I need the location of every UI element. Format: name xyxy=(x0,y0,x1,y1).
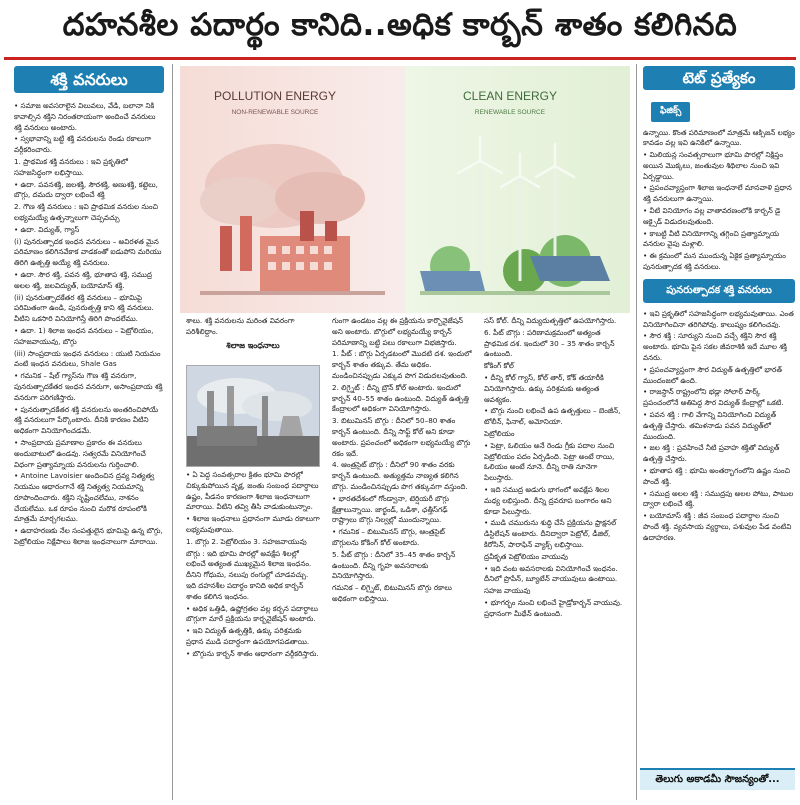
paragraph: కోకింగ్ కోల్ xyxy=(484,361,514,371)
paragraph: 2. లిగ్నైట్ : దీన్ని బ్రౌన్ కోల్ అంటారు. ఇందులో కార్బన్ 40–55 శాతం ఉంటుంది. విద్యుత్ ఉత్పత్తి కేంద్రాలలో అధికంగా వినియోగిస్తారు. xyxy=(332,382,469,414)
paragraph: 6. పీట్ బొగ్గు : పరిణామక్రమంలో అత్యంత ప్రాథమిక దశ. ఇందులో 30 – 35 శాతం కార్బన్ ఉంటుంది. xyxy=(484,327,615,359)
paragraph: 1. ప్రాథమిక శక్తి వనరులు : ఇవి ప్రకృతిలో సహజసిద్ధంగా లభిస్తాయి. xyxy=(14,156,128,177)
fossil-heading: శిలాజ ఇంధనాలు xyxy=(226,340,280,350)
paragraph: • సముద్ర అలల శక్తి : సముద్రపు అలల పోటు, పాటుల ద్వారా లభించే శక్తి. xyxy=(643,488,794,509)
right-section-title: టెట్ ప్రత్యేకం xyxy=(643,66,795,90)
paragraph: • జల శక్తి : ప్రవహించే నీటి ప్రవాహ శక్తితో విద్యుత్ ఉత్పత్తి చేస్తారు. xyxy=(643,443,780,464)
paragraph: • ప్రపంచవ్యాప్తంగా శిలాజ ఇంధనాలే మానవాళి ప్రధాన శక్తి వనరులుగా ఉన్నాయి. xyxy=(643,183,792,204)
paragraph: 4. ఆంత్రసైట్ బొగ్గు : దీనిలో 90 శాతం వరకు కార్బన్ ఉంటుంది. అత్యుత్తమ నాణ్యత కలిగిన బొగ్గు. మండించినప్పుడు పొగ తక్కువగా వస్తుంది. xyxy=(332,460,468,491)
paragraph: • భూతాప శక్తి : భూమి అంతర్భాగంలోని ఉష్ణం నుంచి పొందే శక్తి. xyxy=(643,466,790,486)
paragraph: • ఇది వంట అవసరాలకు వినియోగించే ఇంధనం. దీనిలో ప్రొపేన్, బ్యూటేన్ వాయువులు ఉంటాయి. xyxy=(484,563,618,584)
headline-rule xyxy=(4,57,796,60)
paragraph: • ఇవి ప్రకృతిలో సహజసిద్ధంగా లభ్యమవుతాయి. ఎంత వినియోగించినా తరిగిపోవు. కాలుష్యం కలిగించవు. xyxy=(643,308,794,329)
paragraph: • గమనిక – షేల్ గ్యాస్‌ను గౌణ శక్తి వనరుగా, పునరుత్పాదకేతర ఇంధన వనరుగా, అసాంప్రదాయ శక్తి వనరుగా పరిగణిస్తారు. xyxy=(14,371,163,402)
paragraph: • ఉదా. పవనశక్తి, జలశక్తి, సౌరశక్తి, అణుశక్తి, కట్టెలు, బొగ్గు, దమదు ద్వారా లభించే శక్తి xyxy=(14,179,158,200)
paragraph: • బొగ్గును కార్బన్ శాతం ఆధారంగా వర్గీకరిస్తారు. xyxy=(186,648,319,658)
paragraph: 1. పీట్ : బొగ్గు ఏర్పడటంలో మొదటి దశ. ఇందులో కార్బన్ శాతం తక్కువ. తేమ అధికం. మండించినప్పుడు ఎక్కువ పొగ విడుదలవుతుంది. xyxy=(332,349,472,380)
right-bottom-paras xyxy=(643,309,795,544)
paragraph: • ఏ పెద్ద సంవత్సరాల క్రితం భూమి పొరల్లో చిక్కుకుపోయిన వృక్ష, జంతు సంబంధ పదార్థాలు ఉష్ణం, పీడనం కారణంగా శిలాజ ఇంధనాలుగా మారాయి. వీటిని తవ్వి తీసి వాడుకుంటున్నాం. xyxy=(186,470,319,512)
center-column-1-bottom xyxy=(186,470,320,800)
paragraph: • మిలియన్ల సంవత్సరాలుగా భూమి పొరల్లో నిక్షిప్తం అయిన మొక్కలు, జంతువుల శిథిలాల నుంచి ఇవి ఏర్పడ్డాయి. xyxy=(643,150,784,181)
paragraph: • బయోమాస్ శక్తి : జీవ సంబంధ పదార్థాల నుంచి పొందే శక్తి. వ్యవసాయ వ్యర్థాలు, పశువుల పేడ వంటివి ఉదాహరణ. xyxy=(643,511,792,542)
paragraph: • పునరుత్పాదకేతర శక్తి వనరులను అంతరించిపోయే శక్తి వనరులుగా పేర్కొంటారు. దీనికి కారణం వీటిని అధికంగా వినియోగించడమే. xyxy=(14,404,159,436)
paragraph: • గమనిక – బిటుమినస్ బొగ్గు, ఆంత్రసైట్ బొగ్గులను కోకింగ్ కోల్ అంటారు. xyxy=(332,527,445,547)
center-column-3 xyxy=(484,316,624,800)
paragraph: • స్వభావాన్ని బట్టి శక్తి వనరులను రెండు రకాలుగా వర్గీకరించారు. xyxy=(14,134,152,155)
paragraph: • Antoine Lavoisier అందించిన ద్రవ్య నిత్యత్వ నియమం ఆధారంగానే శక్తి నిత్యత్వ నియమాన్ని రూపొందించారు. శక్తిని సృష్టించలేము, నాశనం చేయలేము. ఒక రూపం నుంచి మరొక రూపంలోకి మాత్రమే మార్చగలము. xyxy=(14,471,155,524)
paragraph: 3. బిటుమినస్ బొగ్గు : దీనిలో 50–80 శాతం కార్బన్ ఉంటుంది. దీన్ని సాఫ్ట్ కోల్ అని కూడా అంటారు. ప్రపంచంలో అధికంగా లభ్యమయ్యే బొగ్గు రకం ఇదే. xyxy=(332,416,471,458)
paragraph: • ఉదాహరణకు నేల సంపత్తులైన భూమిపై ఉన్న బొగ్గు, పెట్రోలియం నిక్షేపాలు శిలాజ ఇంధనాలుగా మారాయి. xyxy=(14,526,163,547)
left-section-title: శక్తి వనరులు xyxy=(14,66,164,93)
paragraph: • ఇది సముద్ర అడుగు భాగంలో అవక్షేప శిలల మధ్య లభిస్తుంది. దీన్ని ద్రవరూప బంగారం అని కూడా పిలుస్తారు. xyxy=(484,484,612,516)
renewable-title: పునరుత్పాదక శక్తి వనరులు xyxy=(643,279,795,303)
divider-right xyxy=(636,64,637,800)
headline: దహనశీల పదార్థం కానిది..అధిక కార్బన్ శాతం కలిగినది xyxy=(62,6,738,43)
center-column-2 xyxy=(332,316,472,800)
left-column xyxy=(14,64,164,800)
paragraph: బొగ్గు : ఇది భూమి పొరల్లో అవక్షేప శిలల్లో లభించే అత్యంత ముఖ్యమైన శిలాజ ఇంధనం. దీనిని గోధుమ, నలుపు రంగుల్లో చూడవచ్చు. ఇది దహనశీల పదార్థం కానిది అధిక కార్బన్ శాతం కలిగిన ఇంధనం. xyxy=(186,548,312,601)
paragraph: శాలు. శక్తి వనరులను మరింత వివరంగా పరిశీలిద్దాం. xyxy=(186,316,295,336)
paragraph: • భారతదేశంలో గోండ్వానా, టెర్షియరీ బొగ్గు క్షేత్రాలున్నాయి. జార్ఖండ్, ఒడిశా, ఛత్తీస్‌గఢ్ రాష్ట్రాలు బొగ్గు నిల్వల్లో ముందున్నాయి. xyxy=(332,493,450,525)
paragraph: • పవన శక్తి : గాలి వేగాన్ని వినియోగించి విద్యుత్ ఉత్పత్తి చేస్తారు. తమిళనాడు పవన విద్యుత్‌లో ముందుంది. xyxy=(643,410,777,441)
center-col1-top xyxy=(186,316,320,338)
paragraph: • ఉదా. విద్యుత్, గ్యాస్ xyxy=(14,224,80,234)
paragraph: • ఉదా. సౌర శక్తి, పవన శక్తి, భూతాప శక్తి, సముద్ర అలల శక్తి, జలవిద్యుత్, బయోమాస్ శక్తి. xyxy=(14,269,152,290)
clean-subtitle: RENEWABLE SOURCE xyxy=(474,109,546,116)
paragraph: • పెట్రా, ఓలియం అనే రెండు గ్రీకు పదాల నుంచి పెట్రోలియం పదం ఏర్పడింది. పెట్రా అంటే రాయి, ఓలియం అంటే నూనె. దీన్ని రాతి నూనెగా పిలుస్తారు. xyxy=(484,440,615,483)
right-column xyxy=(643,64,795,764)
paragraph: గమనిక – లిగ్నైట్, బిటుమినస్ బొగ్గు రకాలు అధికంగా లభిస్తాయి. xyxy=(332,583,452,603)
energy-banner-image xyxy=(180,66,630,313)
paragraph: • బొగ్గు నుంచి లభించే ఉప ఉత్పత్తులు – బెంజీన్, టోలీన్, ఫినాల్, అమోనియా. xyxy=(484,406,621,427)
paragraph: • అధిక ఒత్తిడి, ఉష్ణోగ్రతల వల్ల కర్బన పదార్థాలు బొగ్గుగా మారే ప్రక్రియను కార్బనైజేషన్ అంటారు. xyxy=(186,603,318,624)
paragraph: • ముడి చమురును శుద్ధి చేసే ప్రక్రియను ఫ్రాక్షనల్ డిస్టిలేషన్ అంటారు. దీనిద్వారా పెట్రోల్, డీజిల్, కిరోసిన్, పారాఫిన్ వ్యాక్స్ లభిస్తాయి. xyxy=(484,518,617,549)
paragraph: సహజ వాయువు xyxy=(484,586,531,596)
paragraph: • ఇవి విద్యుత్ ఉత్పత్తికి, ఉక్కు పరిశ్రమకు ప్రధాన ముడి పదార్థంగా ఉపయోగపడతాయి. xyxy=(186,626,310,646)
pollution-title: POLLUTION ENERGY xyxy=(213,89,337,103)
paragraph: 5. పీట్ బొగ్గు : దీనిలో 35–45 శాతం కార్బన్ ఉంటుంది. దీన్ని గృహ అవసరాలకు వినియోగిస్తారు. xyxy=(332,549,456,581)
paragraph: ఉన్నాయి. కొంత పరిమాణంలో మాత్రమే ఆక్సిజన్ లభ్యం కావడం వల్ల ఇవి ఉనికిలో ఉన్నాయి. xyxy=(643,127,795,148)
paragraph: గుంగా ఉండటం వల్ల ఈ ప్రక్రియను కార్బొనైజేషన్ అని అంటారు. బొగ్గులో లభ్యమయ్యే కార్బన్ పరిమాణాన్ని బట్టి పలు రకాలుగా విభజిస్తారు. xyxy=(332,316,463,347)
power-plant-illustration xyxy=(187,366,320,467)
paragraph: • సాంప్రదాయ ప్రమాణాల ప్రకారం ఈ వనరులు అందుబాటులో ఉండవు. సత్వరమే వినియోగించే విధంగా ప్రత్యామ్నాయ వనరులను గుర్తించాలి. xyxy=(14,437,146,469)
paragraph: (iii) సాంప్రదాయ ఇంధన వనరులు : యుటి నియమం వంటి ఇంధన వనరులు, Shale Gas xyxy=(14,348,161,369)
paragraph: 2. గౌణ శక్తి వనరులు : ఇవి ప్రాథమిక వనరుల నుంచి లభ్యమయ్యే ఉత్పన్నాలుగా చెప్పవచ్చు xyxy=(14,202,159,222)
paragraph: • సమాజ అవసరాలైన విలువలు, వేడి, బలానా నికి కావాల్సిన శక్తిని నిరంతరాయంగా అందించే వనరులు శక్తి వనరులు అంటారు. xyxy=(14,101,156,132)
center-col3-paras xyxy=(484,316,624,620)
paragraph: 1. బొగ్గు 2. పెట్రోలియం 3. సహజవాయువు xyxy=(186,536,307,546)
center-col1-bottom-paras xyxy=(186,470,320,660)
paragraph: పెట్రోలియం xyxy=(484,428,515,438)
right-top-paras xyxy=(643,128,795,273)
paragraph: • ఈ క్రమంలో మన ముందున్న ఏకైక ప్రత్యామ్నాయం పునరుత్పాదక శక్తి వనరులు. xyxy=(643,251,786,272)
paragraph: • దీన్ని కోల్ గ్యాస్, కోల్ తార్, కోక్ తయారీకి వినియోగిస్తారు. ఉక్కు పరిశ్రమకు అత్యంత ఆవశ్యకం. xyxy=(484,372,604,404)
divider-left xyxy=(172,64,173,800)
paragraph: (i) పునరుత్పాదక ఇంధన వనరులు – అవిరళత మైన పరిమాణం కలిగినవేకాక వాడకంతో ఐడుపోని మరియు తిరిగి ఉత్పత్తి అయ్యే శక్తి వనరులు. xyxy=(14,236,162,268)
center-column-1 xyxy=(186,316,320,364)
subject-tag: ఫిజిక్స్ xyxy=(651,102,690,122)
paragraph: • సౌర శక్తి : సూర్యుని నుంచి వచ్చే శక్తిని సౌర శక్తి అంటారు. భూమి పైన సకల జీవరాశికి ఇదే మూల శక్తి వనరు. xyxy=(643,331,787,363)
paragraph: • శిలాజ ఇంధనాలు ప్రధానంగా మూడు రకాలుగా లభ్యమవుతాయి. xyxy=(186,514,320,534)
source-credit: తెలుగు అకాడమీ సౌజన్యంతో... xyxy=(640,768,795,790)
paragraph: సస్ కోల్. దీన్ని విద్యుదుత్పత్తిలో ఉపయోగిస్తారు. xyxy=(484,316,617,325)
paragraph: • కాబట్టి వీటి వినియోగాన్ని తగ్గించి ప్రత్యామ్నాయ వనరుల వైపు మళ్లాలి. xyxy=(643,228,780,249)
center-col2-paras xyxy=(332,316,472,605)
energy-illustration xyxy=(180,66,630,313)
paragraph: • ఉదా. 1) శిలాజ ఇంధన వనరులు – పెట్రోలియం, సహజవాయువు, బొగ్గు xyxy=(14,325,154,346)
pollution-subtitle: NON-RENEWABLE SOURCE xyxy=(231,109,319,116)
paragraph: (ii) పునరుత్పాదకేతర శక్తి వనరులు – భూమిపై పరిమితంగా ఉండి, పునరుత్పత్తి కాని శక్తి వనరులు. వీటిని ఒకసారి వినియోగిస్తే తిరిగి పొందలేము. xyxy=(14,292,154,324)
left-paragraphs xyxy=(14,101,164,548)
paragraph: • రాజస్థాన్ రాష్ట్రంలోని భడ్లా సోలార్ పార్క్ ప్రపంచంలోనే అతిపెద్ద సౌర విద్యుత్ కేంద్రాల్లో ఒకటి. xyxy=(643,387,784,408)
power-plant-photo xyxy=(186,365,320,467)
paragraph: ద్రవీకృత పెట్రోలియం వాయువు xyxy=(484,551,568,561)
paragraph: • భూగర్భం నుంచి లభించే హైడ్రోకార్బన్ వాయువు. ప్రధానంగా మీథేన్ ఉంటుంది. xyxy=(484,597,623,618)
paragraph: • ప్రపంచవ్యాప్తంగా సౌర విద్యుత్ ఉత్పత్తిలో భారత్ ముందంజలో ఉంది. xyxy=(643,364,782,385)
clean-title: CLEAN ENERGY xyxy=(462,89,558,103)
paragraph: • వీటి వినియోగం వల్ల వాతావరణంలోకి కార్బన్ డై ఆక్సైడ్ విడుదలవుతుంది. xyxy=(643,206,781,226)
